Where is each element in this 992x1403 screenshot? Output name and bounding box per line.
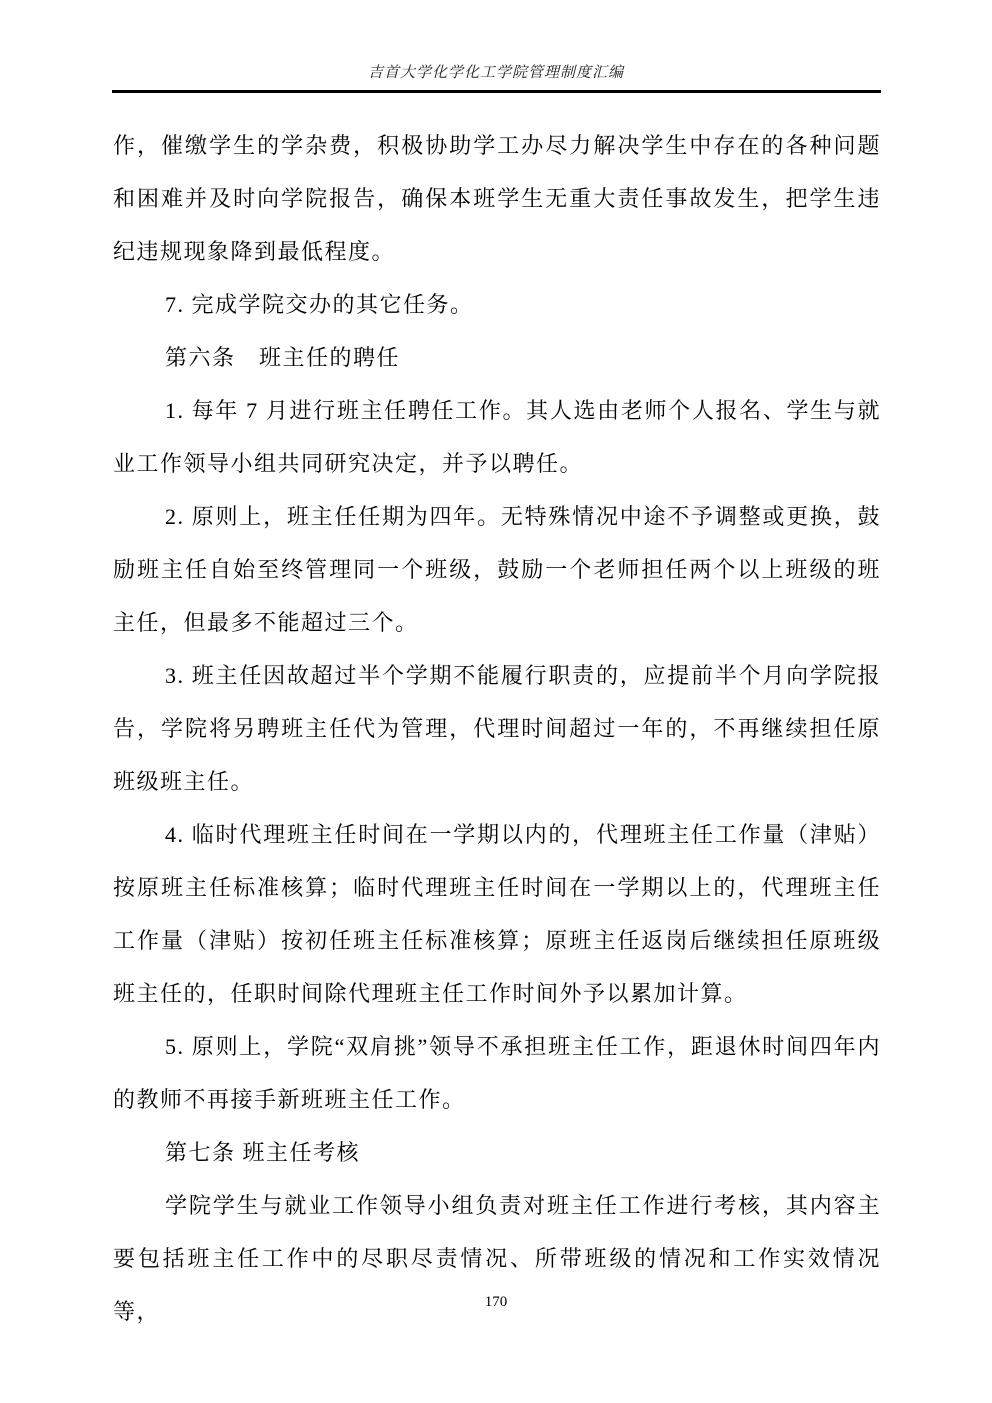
paragraph: 3. 班主任因故超过半个学期不能履行职责的，应提前半个月向学院报告，学院将另聘班主任代为管理，代理时间超过一年的，不再继续担任原班级班主任。 [113,663,881,794]
paragraph: 7. 完成学院交办的其它任务。 [165,292,474,317]
document-body [113,119,881,1338]
header-rule [112,90,881,93]
header-title: 吉首大学化学化工学院管理制度汇编 [367,65,624,81]
paragraph: 4. 临时代理班主任时间在一学期以内的，代理班主任工作量（津贴）按原班主任标准核算；临时代理班主任时间在一学期以上的，代理班主任工作量（津贴）按初任班主任标准核算；原班主任返岗后继续担任原班级班主任的，任职时间除代理班主任工作时间外予以累加计算。 [113,822,881,1006]
page-number: 170 [484,1294,508,1310]
paragraph: 学院学生与就业工作领导小组负责对班主任工作进行考核，其内容主要包括班主任工作中的尽职尽责情况、所带班级的情况和工作实效情况等， [113,1193,881,1324]
section-heading: 第六条 班主任的聘任 [165,345,401,370]
paragraph: 2. 原则上，班主任任期为四年。无特殊情况中途不予调整或更换，鼓励班主任自始至终管理同一个班级，鼓励一个老师担任两个以上班级的班主任，但最多不能超过三个。 [113,504,881,635]
paragraph: 5. 原则上，学院“双肩挑”领导不承担班主任工作，距退休时间四年内的教师不再接手新班班主任工作。 [113,1034,881,1112]
paragraph: 作，催缴学生的学杂费，积极协助学工办尽力解决学生中存在的各种问题和困难并及时向学院报告，确保本班学生无重大责任事故发生，把学生违纪违规现象降到最低程度。 [113,133,881,264]
section-heading: 第七条 班主任考核 [165,1140,361,1165]
paragraph: 1. 每年 7 月进行班主任聘任工作。其人选由老师个人报名、学生与就业工作领导小组共同研究决定，并予以聘任。 [113,398,881,476]
